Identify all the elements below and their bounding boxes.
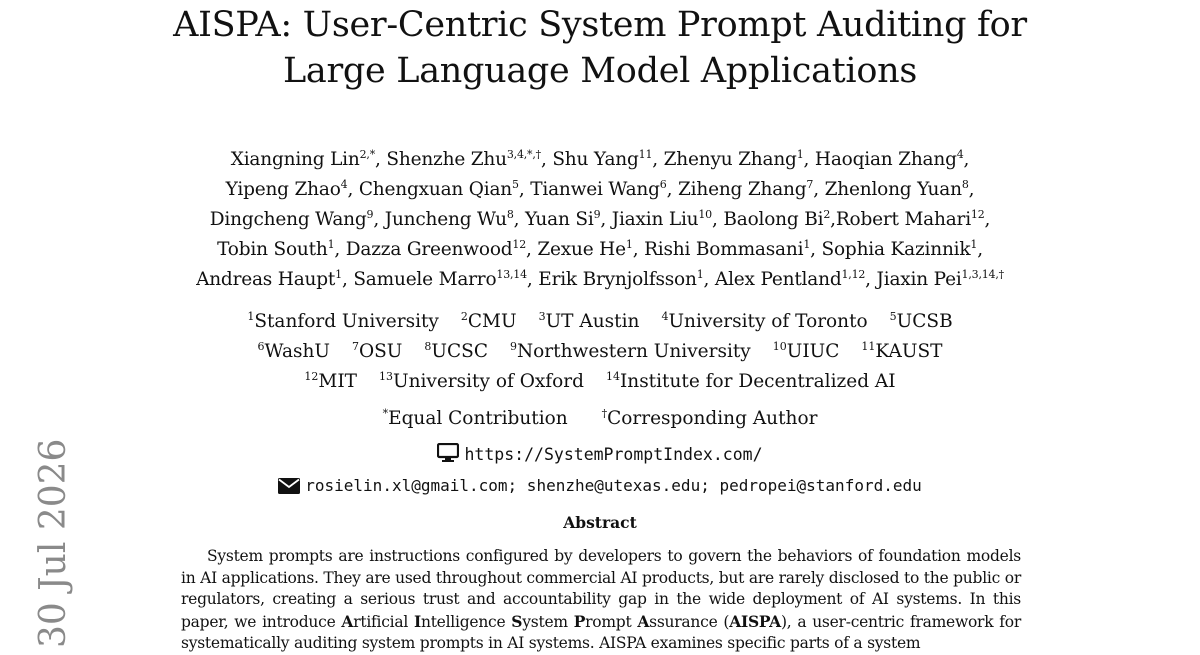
affiliation-number: 13 — [378, 370, 393, 383]
author-affiliation-marks: 10 — [698, 208, 712, 221]
author-name: Ziheng Zhang — [677, 179, 807, 200]
abstract-bold-text: A — [637, 611, 650, 631]
author-affiliation-marks: 1 — [696, 268, 704, 281]
affiliation-number: 5 — [889, 310, 897, 323]
email-row — [160, 474, 1040, 501]
author-affiliation-marks: 1,3,14,† — [961, 268, 1004, 281]
equal-contribution-mark: * — [382, 407, 389, 420]
abstract-bold-text: P — [573, 611, 586, 631]
affiliation-item — [861, 337, 942, 367]
affiliation-item — [258, 337, 330, 367]
author-name: Tianwei Wang — [530, 179, 660, 200]
affiliation-name: Northwestern University — [516, 341, 751, 362]
affiliation-item — [773, 337, 840, 367]
author-affiliation-marks: 4 — [340, 178, 348, 191]
author-affiliation-marks: 2,* — [359, 148, 376, 161]
abstract-text: rtificial — [353, 612, 414, 631]
author-name: Dazza Greenwood — [345, 239, 513, 260]
email-addresses[interactable]: rosielin.xl@gmail.com; shenzhe@utexas.edu; pedropei@stanford.edu — [305, 476, 922, 495]
author-name: Juncheng Wu — [384, 209, 507, 230]
author-affiliation-marks: 1,12 — [841, 268, 866, 281]
affiliation-name: Stanford University — [254, 311, 439, 332]
author-name: Rishi Bommasani — [644, 239, 804, 260]
affiliation-item — [606, 367, 896, 397]
author-name: Andreas Haupt — [196, 269, 336, 290]
affiliation-item — [352, 337, 402, 367]
author-name: Dingcheng Wang — [209, 209, 367, 230]
affiliation-number: 4 — [661, 310, 669, 323]
author-affiliation-marks: 12 — [970, 208, 985, 221]
paper-title: AISPA: User-Centric System Prompt Auditing for Large Language Model Applications — [173, 5, 1027, 91]
abstract-text: ssurance ( — [649, 612, 730, 631]
author-name: Jiaxin Liu — [611, 209, 699, 230]
affiliation-name: UT Austin — [545, 311, 640, 332]
author-affiliation-marks: 1 — [803, 238, 811, 251]
affiliation-name: University of Toronto — [668, 311, 868, 332]
author-affiliation-marks: 5 — [512, 178, 519, 191]
author-name: Shu Yang — [552, 149, 639, 170]
affiliation-number: 7 — [351, 340, 359, 353]
author-affiliation-marks: 8 — [961, 178, 969, 191]
author-affiliation-marks: 12 — [512, 238, 527, 251]
author-name: Yuan Si — [525, 209, 594, 230]
affiliation-name: University of Oxford — [392, 371, 584, 392]
author-name: Haoqian Zhang — [814, 149, 957, 170]
affiliation-item — [247, 307, 439, 337]
corresponding-author-note — [602, 405, 818, 433]
author-name: Alex Pentland — [714, 269, 842, 290]
author-name: Robert Mahari — [835, 209, 971, 230]
author-name: Samuele Marro — [353, 269, 497, 290]
corresponding-author-mark: † — [601, 407, 608, 420]
affiliation-item — [424, 337, 488, 367]
website-link[interactable]: https://SystemPromptIndex.com/ — [464, 445, 763, 464]
website-row — [160, 443, 1040, 470]
affiliation-name: Institute for Decentralized AI — [619, 371, 896, 392]
monitor-icon — [437, 443, 459, 470]
author-name: Jiaxin Pei — [876, 269, 962, 290]
affiliation-item — [539, 307, 640, 337]
author-affiliation-marks: 9 — [366, 208, 374, 221]
author-affiliation-marks: 1 — [970, 238, 978, 251]
affiliation-item — [304, 367, 357, 397]
author-name: Erik Brynjolfsson — [538, 269, 697, 290]
author-name: Sophia Kazinnik — [821, 239, 971, 260]
author-name: Tobin South — [217, 239, 328, 260]
author-affiliation-marks: 1 — [335, 268, 342, 281]
abstract-text: System prompts are instructions configured by developers to govern the behaviors of foundation models in AI applications. They are used throughout commercial AI products, but are rarely disclosed to the public or regulators, creating a serious trust and accountability gap in the wide deployment of AI systems. In this paper, we introduce — [181, 547, 1021, 631]
affiliation-number: 6 — [257, 340, 265, 353]
abstract-bold-text: A — [341, 611, 354, 631]
author-affiliation-marks: 6 — [659, 178, 667, 191]
affiliation-name: WashU — [264, 341, 330, 362]
affiliation-item — [661, 307, 867, 337]
affiliation-number: 3 — [538, 310, 546, 323]
author-affiliation-marks: 4 — [956, 148, 964, 161]
abstract-bold-text: I — [413, 611, 421, 631]
abstract-text: rompt — [585, 612, 638, 631]
affiliation-number: 14 — [605, 370, 620, 383]
abstract-bold-text: AISPA — [729, 611, 781, 631]
affiliation-name: UIUC — [786, 341, 840, 362]
author-notes — [160, 405, 1040, 433]
abstract-heading: Abstract — [563, 513, 637, 532]
author-affiliation-marks: 1 — [625, 238, 633, 251]
author-list: Xiangning Lin$^{2,*}$, Shenzhe Zhu$^{3,4,*,\dagger}$, Shu Yang$^{11}$, Zhenyu Zhang$^1$, Haoqian Zhang$^4$, Yipeng Zhao$^4$, Chengxuan Qian$^5$, Tianwei Wang$^6$, Ziheng Zhang$^7$, Zhenlong Yuan$^8$, Dingcheng Wang$^9$, Juncheng Wu$^8$, Yuan Si$^9$, Jiaxin Liu$^{10}$, Baolong Bi$^2$,Robert Mahari$^{12}$, Tobin South$^1$, Dazza Greenwood$^{12}$, Zexue He$^1$, Rishi Bommasani$^1$, Sophia Kazinnik$^1$, Andreas Haupt$^1$, Samuele Marro$^{13,14}$, Erik Brynjolfsson$^1$, Alex Pentland$^{1,12}$, Jiaxin Pei$^{1,3,14,\dagger}$ — [196, 148, 1004, 290]
author-name: Baolong Bi — [723, 209, 824, 230]
affiliation-name: MIT — [318, 371, 357, 392]
affiliation-name: UCSB — [896, 311, 953, 332]
affiliation-number: 8 — [424, 340, 432, 353]
abstract-text: ystem — [522, 612, 574, 631]
author-affiliation-marks: 1 — [327, 238, 335, 251]
affiliation-name: KAUST — [875, 341, 943, 362]
author-affiliation-marks: 2 — [823, 208, 831, 221]
equal-contribution-note — [383, 405, 568, 433]
author-name: Zexue He — [537, 239, 626, 260]
affiliation-name: CMU — [467, 311, 517, 332]
author-name: Yipeng Zhao — [225, 179, 341, 200]
author-affiliation-marks: 7 — [806, 178, 814, 191]
abstract-text: ntelligence — [420, 612, 512, 631]
abstract-bold-text: S — [511, 611, 523, 631]
affiliation-number: 9 — [509, 340, 517, 353]
author-name: Shenzhe Zhu — [386, 149, 507, 170]
affiliation-number: 10 — [772, 340, 787, 353]
affiliation-number: 11 — [861, 340, 876, 353]
author-affiliation-marks: 1 — [796, 148, 804, 161]
affiliation-list — [160, 307, 1040, 397]
author-name: Zhenyu Zhang — [663, 149, 797, 170]
affiliation-number: 2 — [460, 310, 468, 323]
abstract-body — [181, 546, 1021, 655]
affiliation-number: 12 — [304, 370, 319, 383]
author-name: Xiangning Lin — [230, 149, 360, 170]
author-name: Zhenlong Yuan — [824, 179, 962, 200]
author-name: Chengxuan Qian — [358, 179, 513, 200]
affiliation-item — [379, 367, 584, 397]
equal-contribution-text: Equal Contribution — [388, 408, 568, 429]
affiliation-item — [510, 337, 751, 367]
author-affiliation-marks: 3,4,*,† — [506, 148, 541, 161]
author-affiliation-marks: 11 — [638, 148, 653, 161]
envelope-icon — [278, 477, 300, 501]
affiliation-item — [461, 307, 517, 337]
affiliation-item — [890, 307, 953, 337]
affiliation-name: UCSC — [431, 341, 488, 362]
author-affiliation-marks: 8 — [506, 208, 514, 221]
arxiv-side-date: 30 Jul 2026 — [33, 438, 74, 648]
affiliation-name: OSU — [358, 341, 403, 362]
affiliation-number: 1 — [247, 310, 255, 323]
corresponding-author-text: Corresponding Author — [607, 408, 818, 429]
abstract-text: ), a user-centric framework for systematically auditing system prompts in AI systems. AISPA examines specific parts of a system — [181, 612, 1021, 652]
author-affiliation-marks: 9 — [593, 208, 601, 221]
author-affiliation-marks: 13,14 — [496, 268, 527, 281]
